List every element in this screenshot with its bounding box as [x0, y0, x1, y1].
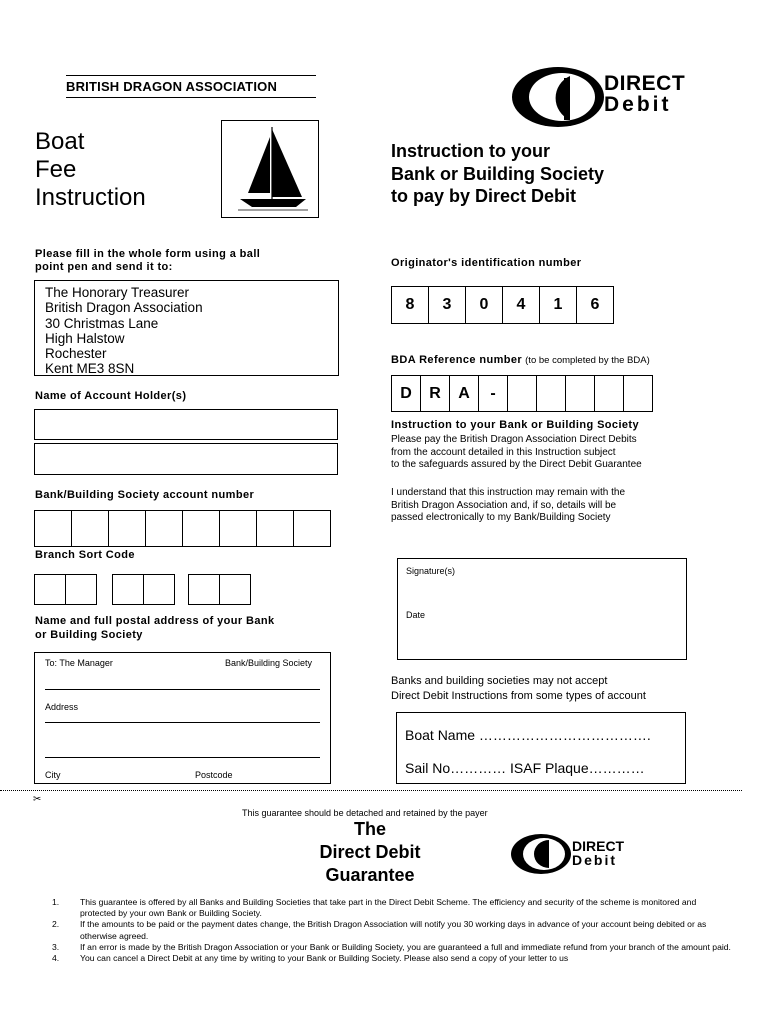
account-number-cell[interactable]: [293, 510, 331, 547]
account-number-label: Bank/Building Society account number: [35, 489, 255, 501]
date-label: Date: [406, 610, 426, 620]
guarantee-list: [52, 897, 734, 964]
boat-details-box: [396, 712, 686, 784]
fill-prompt: [35, 248, 260, 274]
account-number-cell[interactable]: [182, 510, 220, 547]
understand-body-line: I understand that this instruction may remain with the: [391, 487, 626, 498]
sort-code-cell[interactable]: [143, 574, 175, 605]
form-title-line: Fee: [35, 156, 77, 183]
guarantee-item-number: 4.: [52, 953, 60, 964]
understand-body: [391, 487, 625, 525]
account-number-cell[interactable]: [34, 510, 72, 547]
sort-code-cell[interactable]: [219, 574, 251, 605]
originator-label: Originator's identification number: [391, 257, 582, 269]
guarantee-item-text: If the amounts to be paid or the payment dates change, the British Dragon Association will notify you 30 working days in advance of your account being debited or as otherwise agreed.: [80, 919, 707, 941]
guarantee-item: [52, 897, 734, 919]
direct-debit-logo-small: [510, 832, 650, 876]
bda-ref-cell[interactable]: [594, 375, 624, 412]
date-field[interactable]: [458, 607, 680, 643]
bank-society-label: Bank/Building Society: [225, 658, 313, 668]
instruction-body-line: to the safeguards assured by the Direct Debit Guarantee: [391, 459, 642, 470]
originator-digit: 1: [539, 286, 577, 324]
fill-prompt-line: point pen and send it to:: [35, 261, 173, 273]
detach-line: [0, 790, 742, 791]
account-number-cell[interactable]: [145, 510, 183, 547]
sort-code-group-1: [34, 574, 97, 605]
guarantee-item-number: 3.: [52, 941, 60, 952]
account-holder-label: Name of Account Holder(s): [35, 390, 187, 402]
instruction-heading: [391, 140, 604, 208]
understand-body-line: British Dragon Association and, if so, details will be: [391, 499, 617, 511]
guarantee-item-text: You can cancel a Direct Debit at any time by writing to your Bank or Building Society. Please also send a copy of your letter to us: [80, 953, 569, 964]
sort-code-group-2: [112, 574, 175, 605]
guarantee-title-line: The: [353, 819, 386, 839]
postcode-label: Postcode: [195, 770, 233, 780]
guarantee-title: [300, 818, 440, 887]
account-number-cell[interactable]: [256, 510, 294, 547]
bank-address-box: [34, 652, 331, 784]
guarantee-item-number: 1.: [52, 897, 60, 907]
sort-code-group-3: [188, 574, 251, 605]
account-number-cell[interactable]: [71, 510, 109, 547]
signature-label: Signature(s): [406, 566, 456, 576]
bda-ref-cell: A: [449, 375, 479, 412]
form-title-line: Boat: [35, 128, 85, 155]
signature-box: [397, 558, 687, 660]
sort-code-cell[interactable]: [34, 574, 66, 605]
bda-ref-cell: R: [420, 375, 450, 412]
bank-name-line[interactable]: [45, 689, 320, 690]
bank-address-label-line: or Building Society: [35, 629, 143, 641]
bda-ref-cell[interactable]: [536, 375, 566, 412]
direct-debit-logo: [510, 64, 710, 128]
header-rule-bottom: [66, 97, 316, 98]
account-number-cell[interactable]: [108, 510, 146, 547]
guarantee-item-text: This guarantee is offered by all Banks and Building Societies that take part in the Direct Debit Scheme. The efficiency and security of the scheme is monitored and protected by your own Bank or Building Society.: [80, 897, 697, 919]
association-name: BRITISH DRAGON ASSOCIATION: [66, 79, 278, 94]
bda-ref-note: (to be completed by the BDA): [525, 355, 650, 366]
banks-note: [391, 674, 646, 703]
sort-code-label: Branch Sort Code: [35, 549, 135, 561]
guarantee-item: [52, 942, 734, 953]
signature-field[interactable]: [488, 563, 680, 601]
address-line: The Honorary Treasurer: [45, 285, 190, 300]
fill-prompt-line: Please fill in the whole form using a ball: [35, 248, 261, 260]
originator-digit: 6: [576, 286, 614, 324]
bda-ref-label-text: BDA Reference number: [391, 354, 523, 366]
logo-small-direct-text: DIRECT: [572, 838, 625, 854]
guarantee-item-text: If an error is made by the British Dragon Association or your Bank or Building Society, you are guaranteed a full and immediate refund from your branch of the amount paid.: [80, 941, 731, 952]
sailboat-icon: [222, 121, 318, 217]
account-number-cells: [34, 510, 331, 547]
sort-code-cell[interactable]: [188, 574, 220, 605]
guarantee-title-line: Direct Debit: [319, 842, 421, 862]
guarantee-item: [52, 953, 734, 964]
yacht-image: [221, 120, 319, 218]
sail-no-field[interactable]: Sail No………… ISAF Plaque…………: [405, 760, 645, 776]
city-label: City: [45, 770, 61, 780]
originator-digits: [391, 286, 614, 324]
to-manager-label: To: The Manager: [45, 658, 113, 668]
form-title: [35, 128, 146, 212]
instruction-body-line: Please pay the British Dragon Association Direct Debits: [391, 434, 637, 445]
sort-code-cell[interactable]: [112, 574, 144, 605]
address-line: Kent ME3 8SN: [45, 361, 135, 377]
instruction-body-line: from the account detailed in this Instruction subject: [391, 446, 616, 458]
banks-note-line: Banks and building societies may not accept: [391, 675, 608, 687]
bda-ref-label: [391, 354, 650, 366]
bank-address-label: [35, 614, 275, 642]
bda-ref-cell[interactable]: [623, 375, 653, 412]
bank-address-line-1[interactable]: [45, 722, 320, 723]
send-to-address: [34, 280, 339, 376]
boat-name-field[interactable]: Boat Name ……………………………….: [405, 727, 651, 743]
logo-debit-text: Debit: [604, 93, 672, 116]
instruction-title: Instruction to your Bank or Building Society: [391, 419, 640, 431]
account-holder-field-1[interactable]: [34, 409, 338, 440]
instruction-body: [391, 434, 642, 472]
bank-address-line-2[interactable]: [45, 757, 320, 758]
scissors-icon: ✂: [33, 794, 42, 805]
instruction-heading-line: Bank or Building Society: [391, 163, 605, 184]
detach-note: This guarantee should be detached and retained by the payer: [242, 808, 488, 818]
originator-digit: 4: [502, 286, 540, 324]
originator-digit: 0: [465, 286, 503, 324]
bda-ref-cell[interactable]: [507, 375, 537, 412]
bda-ref-cell[interactable]: [565, 375, 595, 412]
bda-ref-cells: [391, 375, 653, 412]
header-rule-top: [66, 75, 316, 76]
address-line: High Halstow: [45, 330, 125, 346]
form-title-line: Instruction: [35, 184, 146, 211]
instruction-heading-line: to pay by Direct Debit: [391, 186, 577, 206]
logo-direct-text: DIRECT: [604, 72, 686, 95]
banks-note-line: Direct Debit Instructions from some types of account: [391, 689, 646, 702]
address-line: British Dragon Association: [45, 300, 203, 316]
address-line: 30 Christmas Lane: [45, 315, 159, 331]
bda-ref-cell: D: [391, 375, 421, 412]
account-holder-field-2[interactable]: [34, 443, 338, 475]
sort-code-cell[interactable]: [65, 574, 97, 605]
understand-body-line: passed electronically to my Bank/Building Society: [391, 512, 611, 523]
logo-small-debit-text: Debit: [572, 852, 617, 868]
guarantee-item-number: 2.: [52, 919, 60, 930]
address-label: Address: [45, 702, 79, 712]
guarantee-title-line: Guarantee: [325, 865, 415, 885]
account-number-cell[interactable]: [219, 510, 257, 547]
bank-address-label-line: Name and full postal address of your Bank: [35, 615, 275, 627]
address-line: Rochester: [45, 346, 107, 362]
guarantee-item: [52, 919, 734, 941]
instruction-heading-line: Instruction to your: [391, 141, 550, 161]
originator-digit: 8: [391, 286, 429, 324]
bda-ref-cell: -: [478, 375, 508, 412]
originator-digit: 3: [428, 286, 466, 324]
